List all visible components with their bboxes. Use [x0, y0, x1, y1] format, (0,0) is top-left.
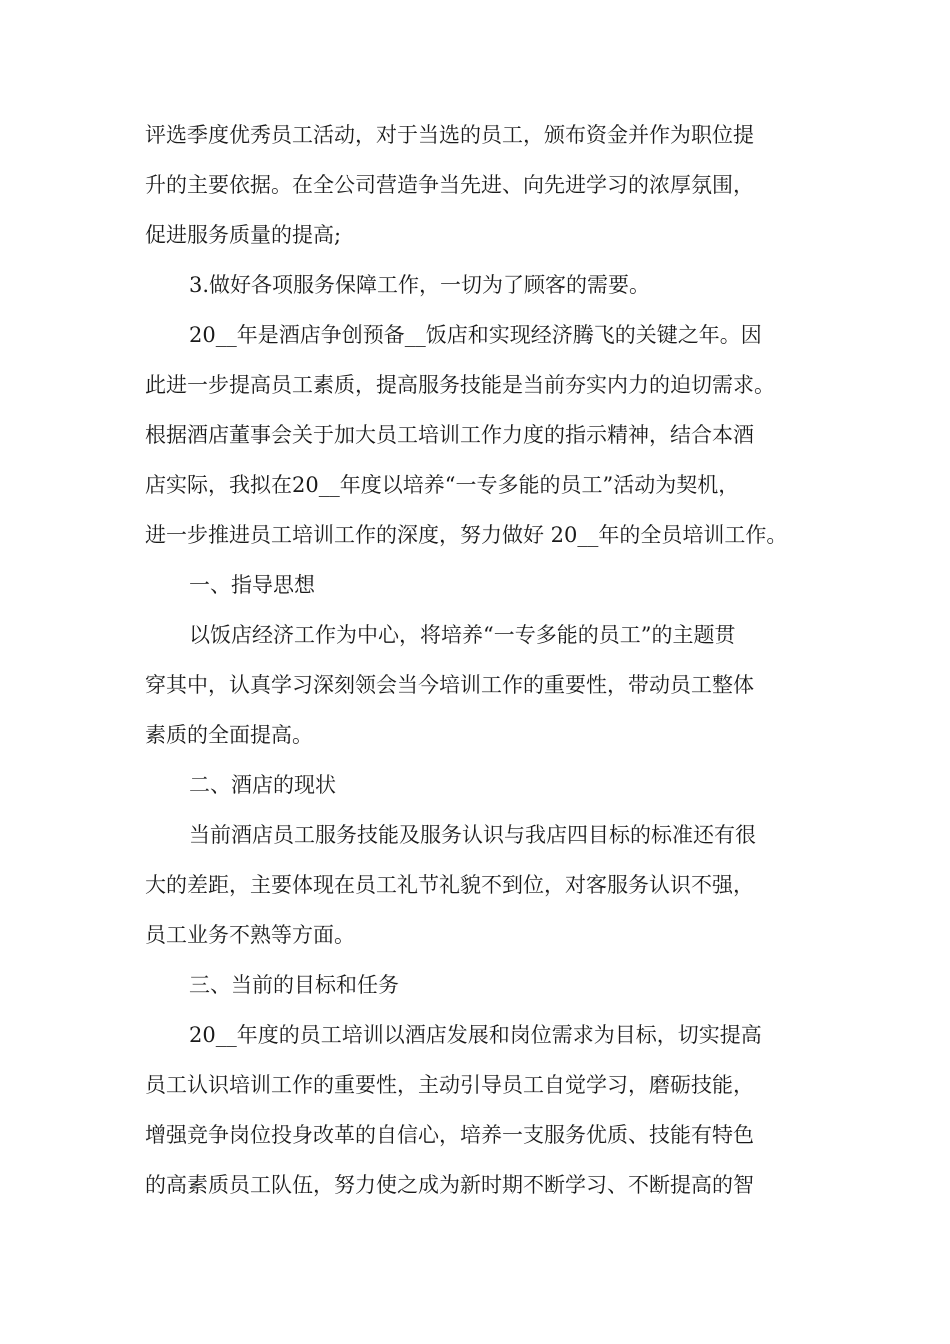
paragraph-line: 20__年是酒店争创预备__饭店和实现经济腾飞的关键之年。因	[189, 323, 762, 347]
paragraph-line: 员工认识培训工作的重要性，主动引导员工自觉学习，磨砺技能，	[145, 1073, 754, 1097]
paragraph-line: 根据酒店董事会关于加大员工培训工作力度的指示精神，结合本酒	[145, 423, 754, 447]
paragraph-line: 素质的全面提高。	[145, 723, 313, 747]
paragraph-line: 3.做好各项服务保障工作，一切为了顾客的需要。	[189, 273, 651, 297]
paragraph-line: 20__年度的员工培训以酒店发展和岗位需求为目标，切实提高	[189, 1023, 762, 1047]
section-heading: 二、酒店的现状	[189, 773, 336, 797]
paragraph-line: 的高素质员工队伍，努力使之成为新时期不断学习、不断提高的智	[145, 1173, 754, 1197]
section-heading: 一、指导思想	[189, 573, 315, 597]
paragraph-line: 促进服务质量的提高;	[145, 223, 342, 247]
paragraph-line: 当前酒店员工服务技能及服务认识与我店四目标的标准还有很	[189, 823, 756, 847]
paragraph-line: 此进一步提高员工素质，提高服务技能是当前夯实内力的迫切需求。	[145, 373, 775, 397]
paragraph-line: 员工业务不熟等方面。	[145, 923, 355, 947]
paragraph-line: 增强竞争岗位投身改革的自信心，培养一支服务优质、技能有特色	[145, 1123, 754, 1147]
section-heading: 三、当前的目标和任务	[189, 973, 399, 997]
paragraph-line: 升的主要依据。在全公司营造争当先进、向先进学习的浓厚氛围，	[145, 173, 754, 197]
paragraph-line: 评选季度优秀员工活动，对于当选的员工，颁布资金并作为职位提	[145, 123, 754, 147]
paragraph-line: 进一步推进员工培训工作的深度，努力做好 20__年的全员培训工作。	[145, 523, 788, 547]
paragraph-line: 店实际，我拟在20__年度以培养“一专多能的员工”活动为契机，	[145, 473, 740, 497]
paragraph-line: 大的差距，主要体现在员工礼节礼貌不到位，对客服务认识不强，	[145, 873, 754, 897]
paragraph-line: 以饭店经济工作为中心，将培养“一专多能的员工”的主题贯	[189, 623, 736, 647]
paragraph-line: 穿其中，认真学习深刻领会当今培训工作的重要性，带动员工整体	[145, 673, 754, 697]
